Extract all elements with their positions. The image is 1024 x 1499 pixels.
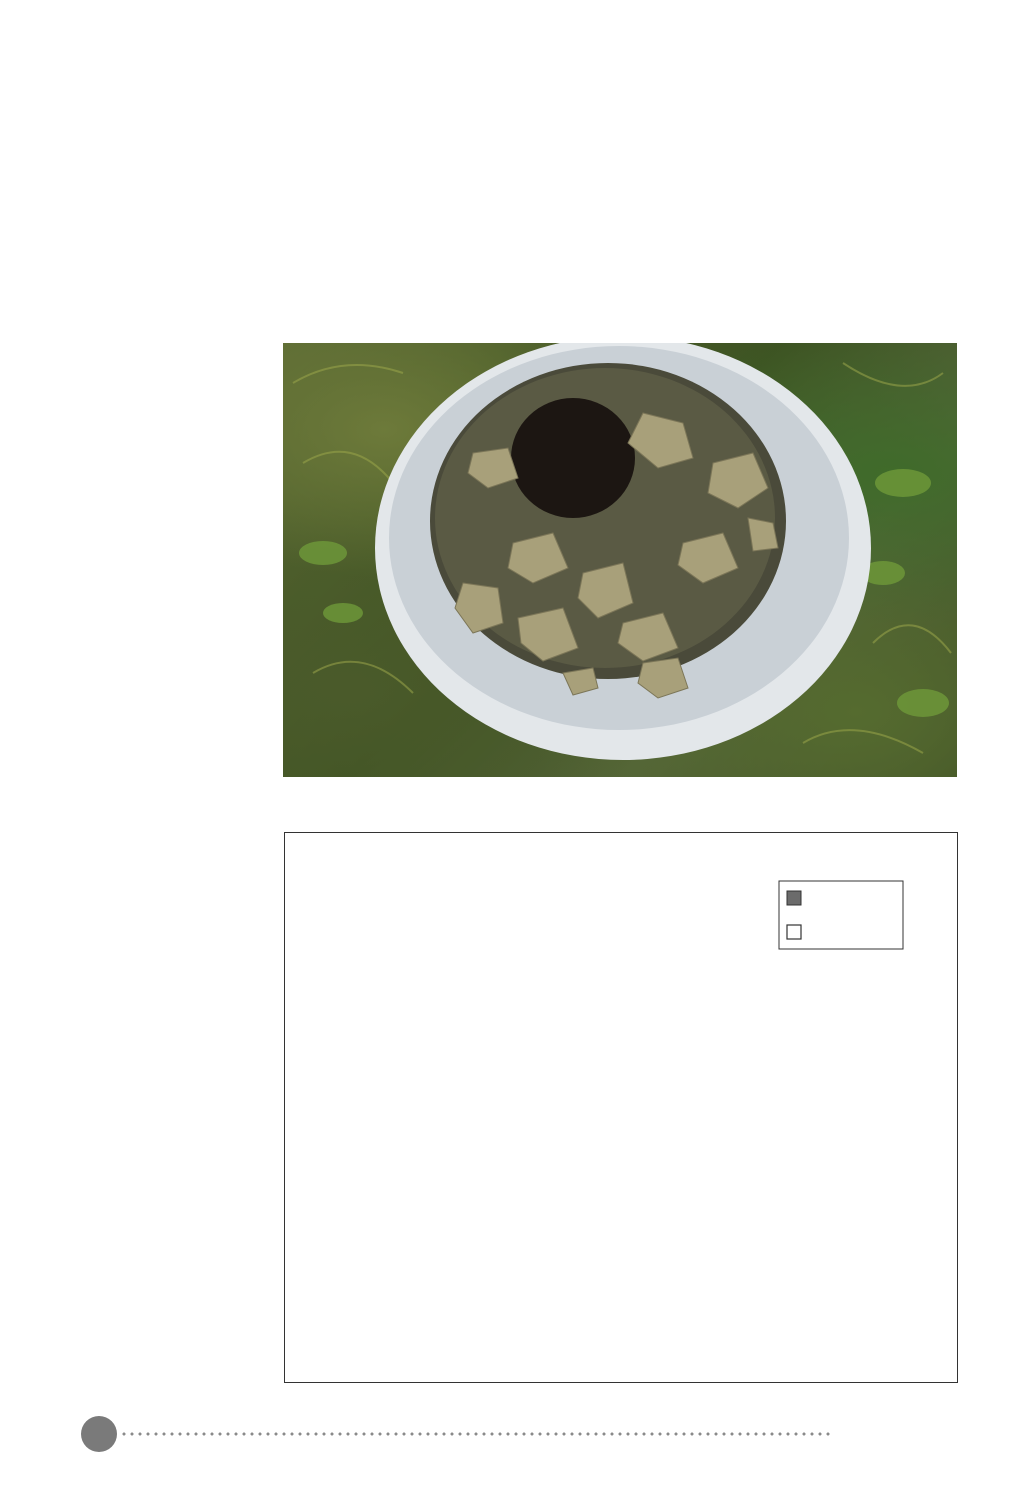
legend-swatch-0: [787, 891, 801, 905]
microcosm-photo-drawing: [283, 343, 957, 777]
figure8-chart-frame: [284, 832, 958, 1383]
figure8-chart: [285, 833, 957, 1381]
footer-dotted-rule: [120, 1432, 832, 1436]
page-number-badge: [81, 1416, 117, 1452]
chart-legend: [779, 881, 903, 949]
microcosm-photo: [283, 343, 957, 777]
legend-swatch-1: [787, 925, 801, 939]
